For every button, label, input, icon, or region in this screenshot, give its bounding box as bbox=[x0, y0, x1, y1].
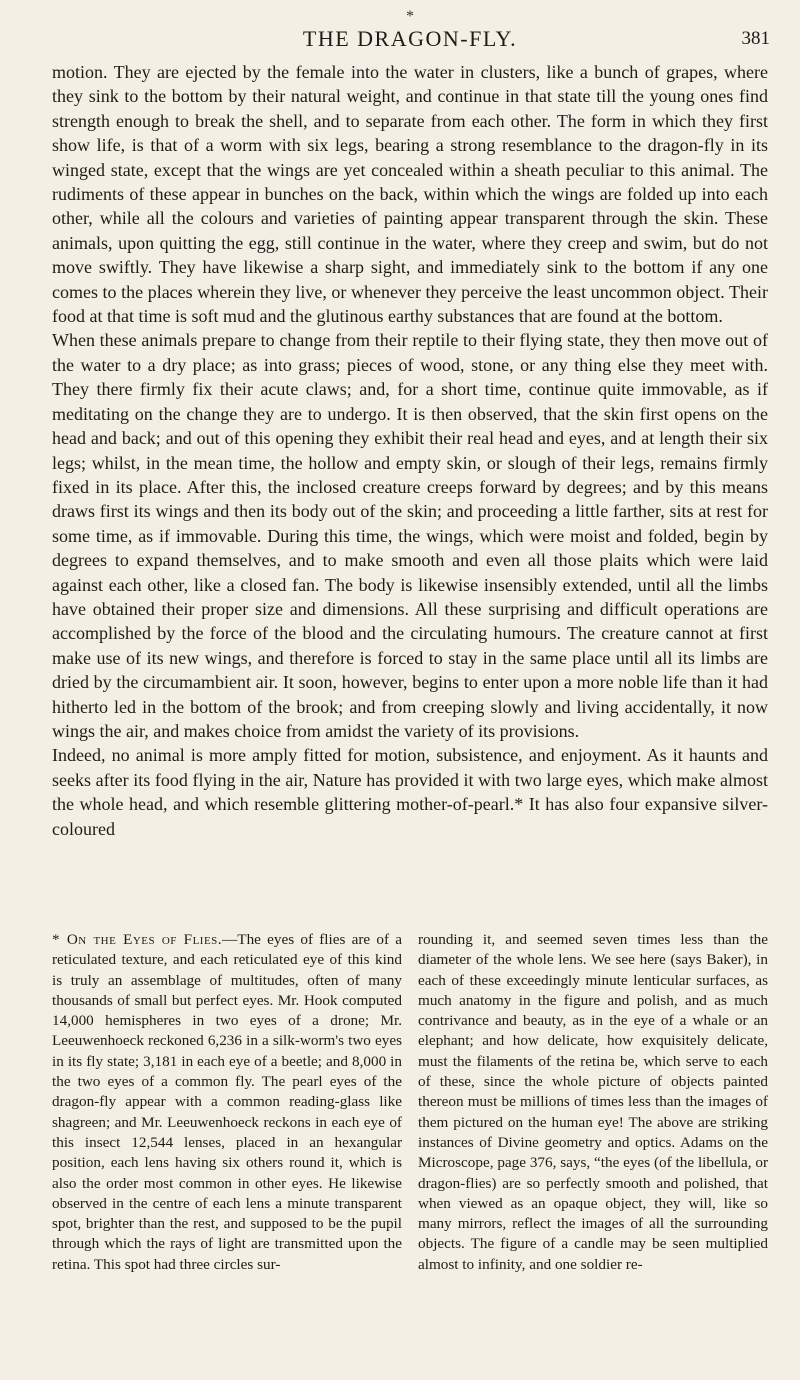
paragraph-1: motion. They are ejected by the female into the water in clusters, like a bunch of grapes, where they sink to the bottom by their natural weight, and continue in that state till the young ones find strength enough to break the shell, and to separate from each other. The form in which they first show life, is that of a worm with six legs, bearing a strong resemblance to the dragon-fly in its winged state, except that the wings are yet concealed within a sheath peculiar to this animal. The rudiments of these appear in bunches on the back, within which the wings are folded up into each other, while all the colours and varieties of painting appear transparent through the skin. These animals, upon quitting the egg, still continue in the water, where they creep and swim, but do not move swiftly. They have likewise a sharp sight, and immediately sink to the bottom if any one comes to the places wherein they live, or whenever they perceive the least uncommon object. Their food at that time is soft mud and the glutinous earthy substances that are found at the bottom. bbox=[52, 62, 768, 327]
footnote-right-column: rounding it, and seemed seven times less than the diameter of the whole lens. We see here (says Baker), in each of these exceedingly minute lenticular surfaces, as much anatomy in the figure and polish, and as much contrivance and beauty, as in the eye of a whale or an elephant; and how delicate, how exquisitely delicate, must the filaments of the retina be, which serve to each of these, since the whole picture of objects painted thereon must be millions of times less than the images of them pictured on the human eye! The above are striking instances of Divine geometry and optics. Adams on the Microscope, page 376, says, “the eyes (of the libellula, or dragon-flies) are so perfectly smooth and polished, that when viewed as an opaque object, they will, like so many mirrors, reflect the images of all the surrounding objects. The figure of a candle may be seen multiplied almost to infinity, and one soldier re- bbox=[418, 931, 768, 1273]
paragraph-3: Indeed, no animal is more amply fitted for motion, subsistence, and enjoyment. As it haunts and seeks after its food flying in the air, Nature has provided it with two large eyes, which make almost the whole head, and which resemble glittering mother-of-pearl.* It has also four expansive silver-coloured bbox=[52, 745, 768, 839]
running-header bbox=[52, 24, 768, 60]
footnote-left-column bbox=[52, 930, 402, 1275]
body-text bbox=[52, 60, 768, 841]
footnote-heading: * On the Eyes of Flies. bbox=[52, 931, 223, 948]
page-number: 381 bbox=[741, 28, 770, 49]
running-title: THE DRAGON-FLY. bbox=[302, 26, 518, 51]
footnote bbox=[52, 930, 768, 1275]
page bbox=[52, 10, 768, 841]
footnote-left-text: —The eyes of flies are of a reticulated texture, and each reticulated eye of this kind is truly an assemblage of multitudes, often of many thousands of small but perfect eyes. Mr. Hook computed 14,000 hemispheres in two eyes of a drone; Mr. Leeuwenhoeck reckoned 6,236 in a silk-worm's two eyes in its fly state; 3,181 in each eye of a beetle; and 8,000 in the two eyes of a common fly. The pearl eyes of the dragon-fly appear with a common reading-glass like shagreen; and Mr. Leeuwenhoeck reckons in each eye of this insect 12,544 lenses, placed in an hexangular position, each lens having six others round it, which is also the order most common in other eyes. He likewise observed in the centre of each lens a minute transparent spot, brighter than the rest, and supposed to be the pupil through which the rays of light are transmitted upon the retina. This spot had three circles sur- bbox=[52, 931, 402, 1273]
paragraph-2: When these animals prepare to change from their reptile to their flying state, they then move out of the water to a dry place; as into grass; pieces of wood, stone, or any thing else they meet with. They there firmly fix their acute claws; and, for a short time, continue quite immovable, as if meditating on the change they are to undergo. It is then observed, that the skin first opens on the head and back; and out of this opening they exhibit their real head and eyes, and at length their six legs; whilst, in the mean time, the hollow and empty skin, or slough of their legs, remains firmly fixed in its place. After this, the inclosed creature creeps forward by degrees; and by this means draws first its wings and then its body out of the skin; and proceeding a little farther, sits at rest for some time, as if immovable. During this time, the wings, which were moist and folded, begin by degrees to expand themselves, and to make smooth and even all those plaits which were laid against each other, like a closed fan. The body is likewise insensibly extended, until all the limbs have obtained their proper size and dimensions. All these surprising and difficult operations are accomplished by the force of the blood and the circulating humours. The creature cannot at first make use of its new wings, and therefore is forced to stay in the same place until all its limbs are dried by the circumambient air. It soon, however, begins to enter upon a more noble life than it had hitherto led in the bottom of the brook; and from creeping slowly and living accidentally, it now wings the air, and makes choice from amidst the variety of its provisions. bbox=[52, 330, 768, 741]
ornament-mark: * bbox=[406, 8, 414, 25]
